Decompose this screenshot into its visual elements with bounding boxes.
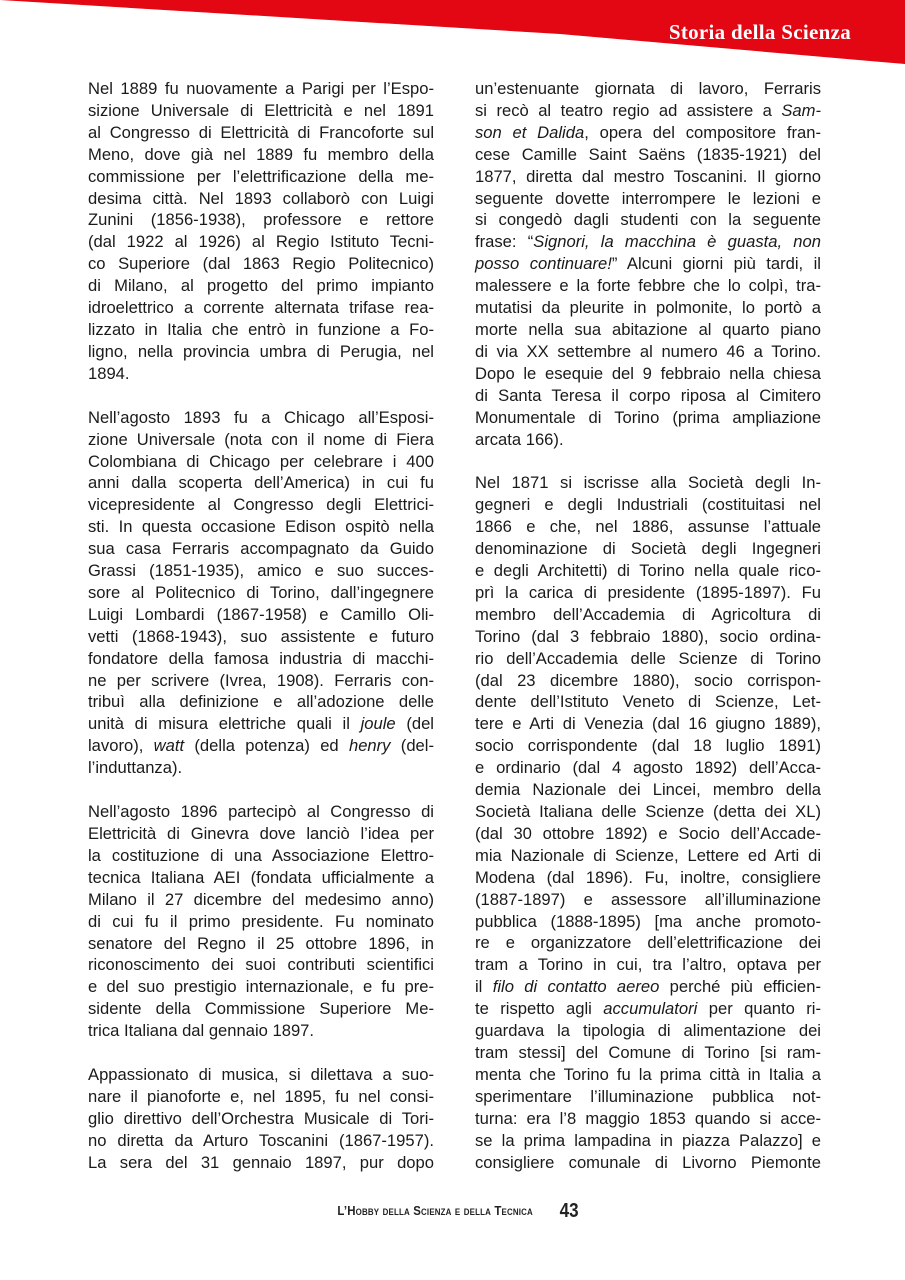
text-run: sperimentare l’illuminazione pubblica not- bbox=[475, 1086, 821, 1106]
text-run: Modena (dal 1896). Fu, inoltre, consigliere bbox=[475, 867, 821, 887]
text-run: te rispetto agli bbox=[475, 999, 604, 1019]
text-run: frase: “ bbox=[475, 232, 534, 252]
text-run: gegneri e degli Industriali (costituitasi nel bbox=[475, 495, 821, 515]
text-run: demia Nazionale dei Lincei, membro della bbox=[475, 780, 821, 800]
text-line bbox=[88, 604, 434, 626]
text-line bbox=[88, 867, 434, 889]
text-run: Torino (dal 3 febbraio 1880), socio ordina- bbox=[475, 626, 821, 646]
text-run: ” Alcuni giorni più tardi, il bbox=[611, 254, 821, 274]
text-run: Milano il 27 dicembre del medesimo anno) bbox=[88, 889, 434, 909]
text-run: menta che Torino fu la prima città in Italia a bbox=[475, 1064, 821, 1084]
text-run: lavoro), bbox=[88, 736, 154, 756]
text-run: (della potenza) ed bbox=[184, 736, 349, 756]
text-run: si congedò dagli studenti con la seguente bbox=[475, 210, 821, 230]
text-line bbox=[88, 100, 434, 122]
text-run: guardava la tipologia di alimentazione dei bbox=[475, 1021, 821, 1041]
text-line bbox=[88, 845, 434, 867]
text-line bbox=[475, 429, 821, 451]
text-run: morte nella sua abitazione al quarto piano bbox=[475, 319, 821, 339]
text-line bbox=[88, 1130, 434, 1152]
text-run: Zunini (1856-1938), professore e rettore bbox=[88, 210, 434, 230]
paragraph bbox=[475, 472, 821, 1173]
text-run: denominazione di Società degli Ingegneri bbox=[475, 539, 821, 559]
text-line bbox=[475, 779, 821, 801]
text-line bbox=[475, 1108, 821, 1130]
text-run: membro dell’Accademia di Agricoltura di bbox=[475, 604, 821, 624]
text-line bbox=[475, 648, 821, 670]
text-line bbox=[475, 297, 821, 319]
text-line bbox=[88, 451, 434, 473]
text-line bbox=[475, 122, 821, 144]
text-run: vetti (1868-1943), suo assistente e futuro bbox=[88, 626, 434, 646]
text-run: l’induttanza). bbox=[88, 758, 183, 778]
text-run: dente dell’Istituto Veneto di Scienze, Let- bbox=[475, 692, 821, 712]
text-run: Nel 1889 fu nuovamente a Parigi per l’Espo- bbox=[88, 79, 434, 98]
text-run: e del suo prestigio internazionale, e fu pre- bbox=[88, 977, 434, 997]
text-run: per quanto ri- bbox=[697, 999, 821, 1019]
text-line bbox=[88, 911, 434, 933]
text-run: sti. In questa occasione Edison ospitò nella bbox=[88, 517, 434, 537]
text-line bbox=[475, 911, 821, 933]
text-line bbox=[88, 626, 434, 648]
text-run: Appassionato di musica, si dilettava a suo- bbox=[88, 1065, 434, 1085]
text-run: sizione Universale di Elettricità e nel 1891 bbox=[88, 100, 434, 120]
text-run: (dal 30 ottobre 1892) e Socio dell’Accade- bbox=[475, 823, 821, 843]
text-run: la costituzione di una Associazione Elettro- bbox=[88, 845, 434, 865]
text-line bbox=[475, 231, 821, 253]
text-line bbox=[88, 516, 434, 538]
text-line bbox=[88, 429, 434, 451]
text-line bbox=[88, 713, 434, 735]
text-run: vicepresidente al Congresso degli Elettrici- bbox=[88, 495, 434, 515]
text-line bbox=[475, 889, 821, 911]
text-line bbox=[475, 188, 821, 210]
text-run: turna: era l’8 maggio 1853 quando si acce- bbox=[475, 1108, 821, 1128]
text-run: di Milano, al progetto del primo impianto bbox=[88, 276, 434, 296]
text-line bbox=[475, 1152, 821, 1174]
text-line bbox=[475, 560, 821, 582]
text-run: Monumentale di Torino (prima ampliazione bbox=[475, 407, 821, 427]
text-run: 1866 e che, nel 1886, assunse l’attuale bbox=[475, 517, 821, 537]
text-run: il bbox=[475, 977, 493, 997]
paragraph bbox=[88, 801, 434, 1042]
text-line bbox=[88, 122, 434, 144]
text-run: fondatore della famosa industria di macchi- bbox=[88, 648, 434, 668]
text-line bbox=[475, 954, 821, 976]
text-run: di cui fu il primo presidente. Fu nominato bbox=[88, 911, 434, 931]
text-run: mutatisi da pleurite in polmonite, lo portò a bbox=[475, 298, 821, 318]
text-run: socio corrispondente (dal 18 luglio 1891) bbox=[475, 736, 821, 756]
italic-text: son et Dalida bbox=[475, 122, 585, 142]
text-run: tram stessi] del Comune di Torino [si ram- bbox=[475, 1042, 821, 1062]
text-line bbox=[475, 845, 821, 867]
text-run: ne per scrivere (Ivrea, 1908). Ferraris con- bbox=[88, 670, 434, 690]
section-title: Storia della Scienza bbox=[668, 20, 851, 44]
text-run: di via XX settembre al numero 46 a Torino. bbox=[475, 341, 821, 361]
paragraph bbox=[88, 78, 434, 385]
text-line bbox=[475, 867, 821, 889]
text-run: e ordinario (dal 4 agosto 1892) dell’Acca- bbox=[475, 758, 821, 778]
text-run: (del bbox=[395, 714, 434, 734]
text-line bbox=[88, 670, 434, 692]
text-run: ligno, nella provincia umbra di Perugia, nel bbox=[88, 341, 434, 361]
text-run: tram a Torino in cui, tra l’altro, optava per bbox=[475, 955, 821, 975]
text-run: (1887-1897) e assessore all’illuminazione bbox=[475, 889, 821, 909]
text-line bbox=[88, 582, 434, 604]
text-line bbox=[475, 494, 821, 516]
text-line bbox=[475, 516, 821, 538]
text-line bbox=[475, 1130, 821, 1152]
text-run: rio dell’Accademia delle Scienze di Torino bbox=[475, 648, 821, 668]
text-line bbox=[88, 976, 434, 998]
text-run: e degli Architetti) di Torino nella quale rico- bbox=[475, 561, 821, 581]
text-line bbox=[475, 670, 821, 692]
text-run: arcata 166). bbox=[475, 429, 564, 449]
text-line bbox=[88, 889, 434, 911]
text-run: sua casa Ferraris accompagnato da Guido bbox=[88, 539, 434, 559]
text-line bbox=[88, 209, 434, 231]
text-line bbox=[88, 801, 434, 823]
text-line bbox=[475, 363, 821, 385]
text-run: Meno, dove già nel 1889 fu membro della bbox=[88, 144, 434, 164]
text-run: pubblica (1888-1895) [ma anche promoto- bbox=[475, 911, 821, 931]
text-line bbox=[475, 209, 821, 231]
text-run: prì la carica di presidente (1895-1897). Fu bbox=[475, 582, 821, 602]
text-run: perché più efficien- bbox=[659, 977, 822, 997]
text-run: Luigi Lombardi (1867-1958) e Camillo Oli- bbox=[88, 604, 434, 624]
text-run: Società Italiana delle Scienze (detta dei XL) bbox=[475, 802, 821, 821]
text-line bbox=[88, 648, 434, 670]
text-run: al Congresso di Elettricità di Francoforte sul bbox=[88, 122, 434, 142]
magazine-title: L’Hobby della Scienza e della Tecnica bbox=[337, 1203, 534, 1218]
text-line bbox=[88, 1064, 434, 1086]
text-run: co Superiore (dal 1863 Regio Politecnico) bbox=[88, 254, 434, 274]
text-run: di Santa Teresa il corpo riposa al Cimitero bbox=[475, 385, 821, 405]
text-line bbox=[475, 275, 821, 297]
text-run: seguente dovette interrompere le lezioni e bbox=[475, 188, 821, 208]
text-line bbox=[475, 757, 821, 779]
text-line bbox=[475, 626, 821, 648]
italic-text: henry bbox=[348, 736, 391, 756]
left-column bbox=[88, 78, 434, 1174]
text-run: unità di misura elettriche quali il bbox=[88, 714, 361, 734]
text-run: si recò al teatro regio ad assistere a bbox=[475, 100, 782, 120]
text-line bbox=[88, 494, 434, 516]
text-line bbox=[88, 735, 434, 757]
text-run: desima città. Nel 1893 collaborò con Luigi bbox=[88, 188, 434, 208]
page-number: 43 bbox=[559, 1200, 579, 1222]
text-run: no diretta da Arturo Toscanini (1867-1957). bbox=[88, 1130, 434, 1150]
text-line bbox=[88, 472, 434, 494]
text-line bbox=[88, 253, 434, 275]
text-line bbox=[475, 691, 821, 713]
text-run: Elettricità di Ginevra dove lanciò l’idea per bbox=[88, 824, 434, 843]
text-line bbox=[88, 341, 434, 363]
text-line bbox=[88, 319, 434, 341]
text-run: Colombiana di Chicago per celebrare i 400 bbox=[88, 451, 434, 471]
text-run: idroelettrico a corrente alternata trifase rea- bbox=[88, 298, 434, 318]
text-run: (del- bbox=[390, 736, 434, 756]
text-line bbox=[475, 472, 821, 494]
text-line bbox=[475, 253, 821, 275]
text-line bbox=[88, 1152, 434, 1174]
text-line bbox=[88, 691, 434, 713]
paragraph bbox=[475, 78, 821, 450]
text-line bbox=[88, 560, 434, 582]
text-line bbox=[475, 823, 821, 845]
text-run: cese Camille Saint Saëns (1835-1921) del bbox=[475, 144, 821, 164]
text-run: nare il pianoforte e, nel 1895, fu nel consi- bbox=[88, 1086, 434, 1106]
text-line bbox=[88, 166, 434, 188]
text-run: anni dalla scoperta dell’America) in cui fu bbox=[88, 473, 434, 493]
text-run: riconoscimento dei suoi contributi scientifici bbox=[88, 955, 434, 975]
text-run: zione Universale (nota con il nome di Fiera bbox=[88, 429, 434, 449]
text-line bbox=[475, 78, 821, 100]
text-run: 1877, diretta dal mestro Toscanini. Il giorno bbox=[475, 166, 821, 186]
text-line bbox=[88, 757, 434, 779]
text-line bbox=[475, 166, 821, 188]
text-run: Dopo le esequie del 9 febbraio nella chiesa bbox=[475, 363, 821, 383]
page-footer bbox=[0, 1198, 905, 1221]
text-line bbox=[88, 78, 434, 100]
text-run: 1894. bbox=[88, 363, 130, 383]
text-line bbox=[88, 1108, 434, 1130]
italic-text: accumulatori bbox=[603, 999, 698, 1019]
text-run: La sera del 31 gennaio 1897, pur dopo bbox=[88, 1152, 434, 1172]
italic-text: watt bbox=[153, 736, 185, 756]
text-line bbox=[475, 801, 821, 823]
text-line bbox=[475, 604, 821, 626]
text-line bbox=[475, 932, 821, 954]
text-line bbox=[88, 954, 434, 976]
text-run: un’estenuante giornata di lavoro, Ferraris bbox=[475, 79, 821, 98]
italic-text: filo di contatto aereo bbox=[492, 977, 660, 997]
text-line bbox=[475, 341, 821, 363]
text-run: sore al Politecnico di Torino, dall’ingegnere bbox=[88, 582, 434, 602]
text-run: commissione per l’elettrificazione della me- bbox=[88, 166, 434, 186]
text-line bbox=[475, 385, 821, 407]
text-line bbox=[475, 144, 821, 166]
text-line bbox=[475, 538, 821, 560]
text-line bbox=[475, 582, 821, 604]
text-line bbox=[475, 100, 821, 122]
text-line bbox=[475, 407, 821, 429]
text-line bbox=[88, 144, 434, 166]
text-run: se la prima lampadina in piazza Palazzo] e bbox=[475, 1130, 821, 1150]
text-run: glio direttivo dell’Orchestra Musicale di Tori- bbox=[88, 1108, 434, 1128]
paragraph bbox=[88, 407, 434, 779]
text-run: sidente della Commissione Superiore Me- bbox=[88, 999, 434, 1019]
right-column bbox=[475, 78, 821, 1173]
text-run: tribuì alla definizione e all’adozione delle bbox=[88, 692, 434, 712]
text-line bbox=[475, 1064, 821, 1086]
italic-text: Sam- bbox=[781, 100, 821, 120]
text-run: senatore del Regno il 25 ottobre 1896, in bbox=[88, 933, 434, 953]
paragraph bbox=[88, 1064, 434, 1174]
text-run: consigliere comunale di Livorno Piemonte bbox=[475, 1152, 821, 1172]
text-line bbox=[475, 1020, 821, 1042]
text-line bbox=[88, 407, 434, 429]
text-line bbox=[475, 1086, 821, 1108]
text-run: tere e Arti di Venezia (dal 16 giugno 1889), bbox=[475, 714, 821, 734]
text-run: trica Italiana dal gennaio 1897. bbox=[88, 1021, 315, 1041]
text-run: Nell’agosto 1893 fu a Chicago all’Esposi- bbox=[88, 407, 434, 427]
text-line bbox=[88, 823, 434, 845]
italic-text: Signori, la macchina è guasta, non bbox=[533, 232, 821, 252]
text-run: Nell’agosto 1896 partecipò al Congresso di bbox=[88, 802, 434, 822]
text-line bbox=[475, 319, 821, 341]
text-line bbox=[88, 933, 434, 955]
italic-text: joule bbox=[360, 714, 396, 734]
text-line bbox=[475, 713, 821, 735]
text-line bbox=[88, 363, 434, 385]
text-run: tecnica Italiana AEI (fondata ufficialmente a bbox=[88, 867, 434, 887]
text-line bbox=[88, 231, 434, 253]
text-run: , opera del compositore fran- bbox=[584, 122, 822, 142]
text-line bbox=[475, 976, 821, 998]
text-run: (dal 1922 al 1926) al Regio Istituto Tecni- bbox=[88, 232, 434, 252]
text-line bbox=[88, 538, 434, 560]
text-run: (dal 23 dicembre 1880), socio corrispon- bbox=[475, 670, 821, 690]
header-red-wedge bbox=[0, 0, 560, 34]
text-run: Grassi (1851-1935), amico e suo succes- bbox=[88, 561, 434, 581]
text-run: malessere e la forte febbre che lo colpì, tra- bbox=[475, 276, 821, 296]
text-run: Nel 1871 si iscrisse alla Società degli In- bbox=[475, 473, 821, 493]
text-line bbox=[475, 1042, 821, 1064]
italic-text: posso continuare! bbox=[475, 254, 612, 274]
text-line bbox=[475, 998, 821, 1020]
text-line bbox=[88, 1020, 434, 1042]
text-line bbox=[475, 735, 821, 757]
text-line bbox=[88, 188, 434, 210]
text-run: lizzato in Italia che entrò in funzione a Fo- bbox=[88, 319, 434, 339]
text-run: mia Nazionale di Scienze, Lettere ed Arti di bbox=[475, 845, 821, 865]
text-line bbox=[88, 297, 434, 319]
text-run: re e organizzatore dell’elettrificazione dei bbox=[475, 933, 821, 953]
text-line bbox=[88, 998, 434, 1020]
text-line bbox=[88, 1086, 434, 1108]
text-line bbox=[88, 275, 434, 297]
